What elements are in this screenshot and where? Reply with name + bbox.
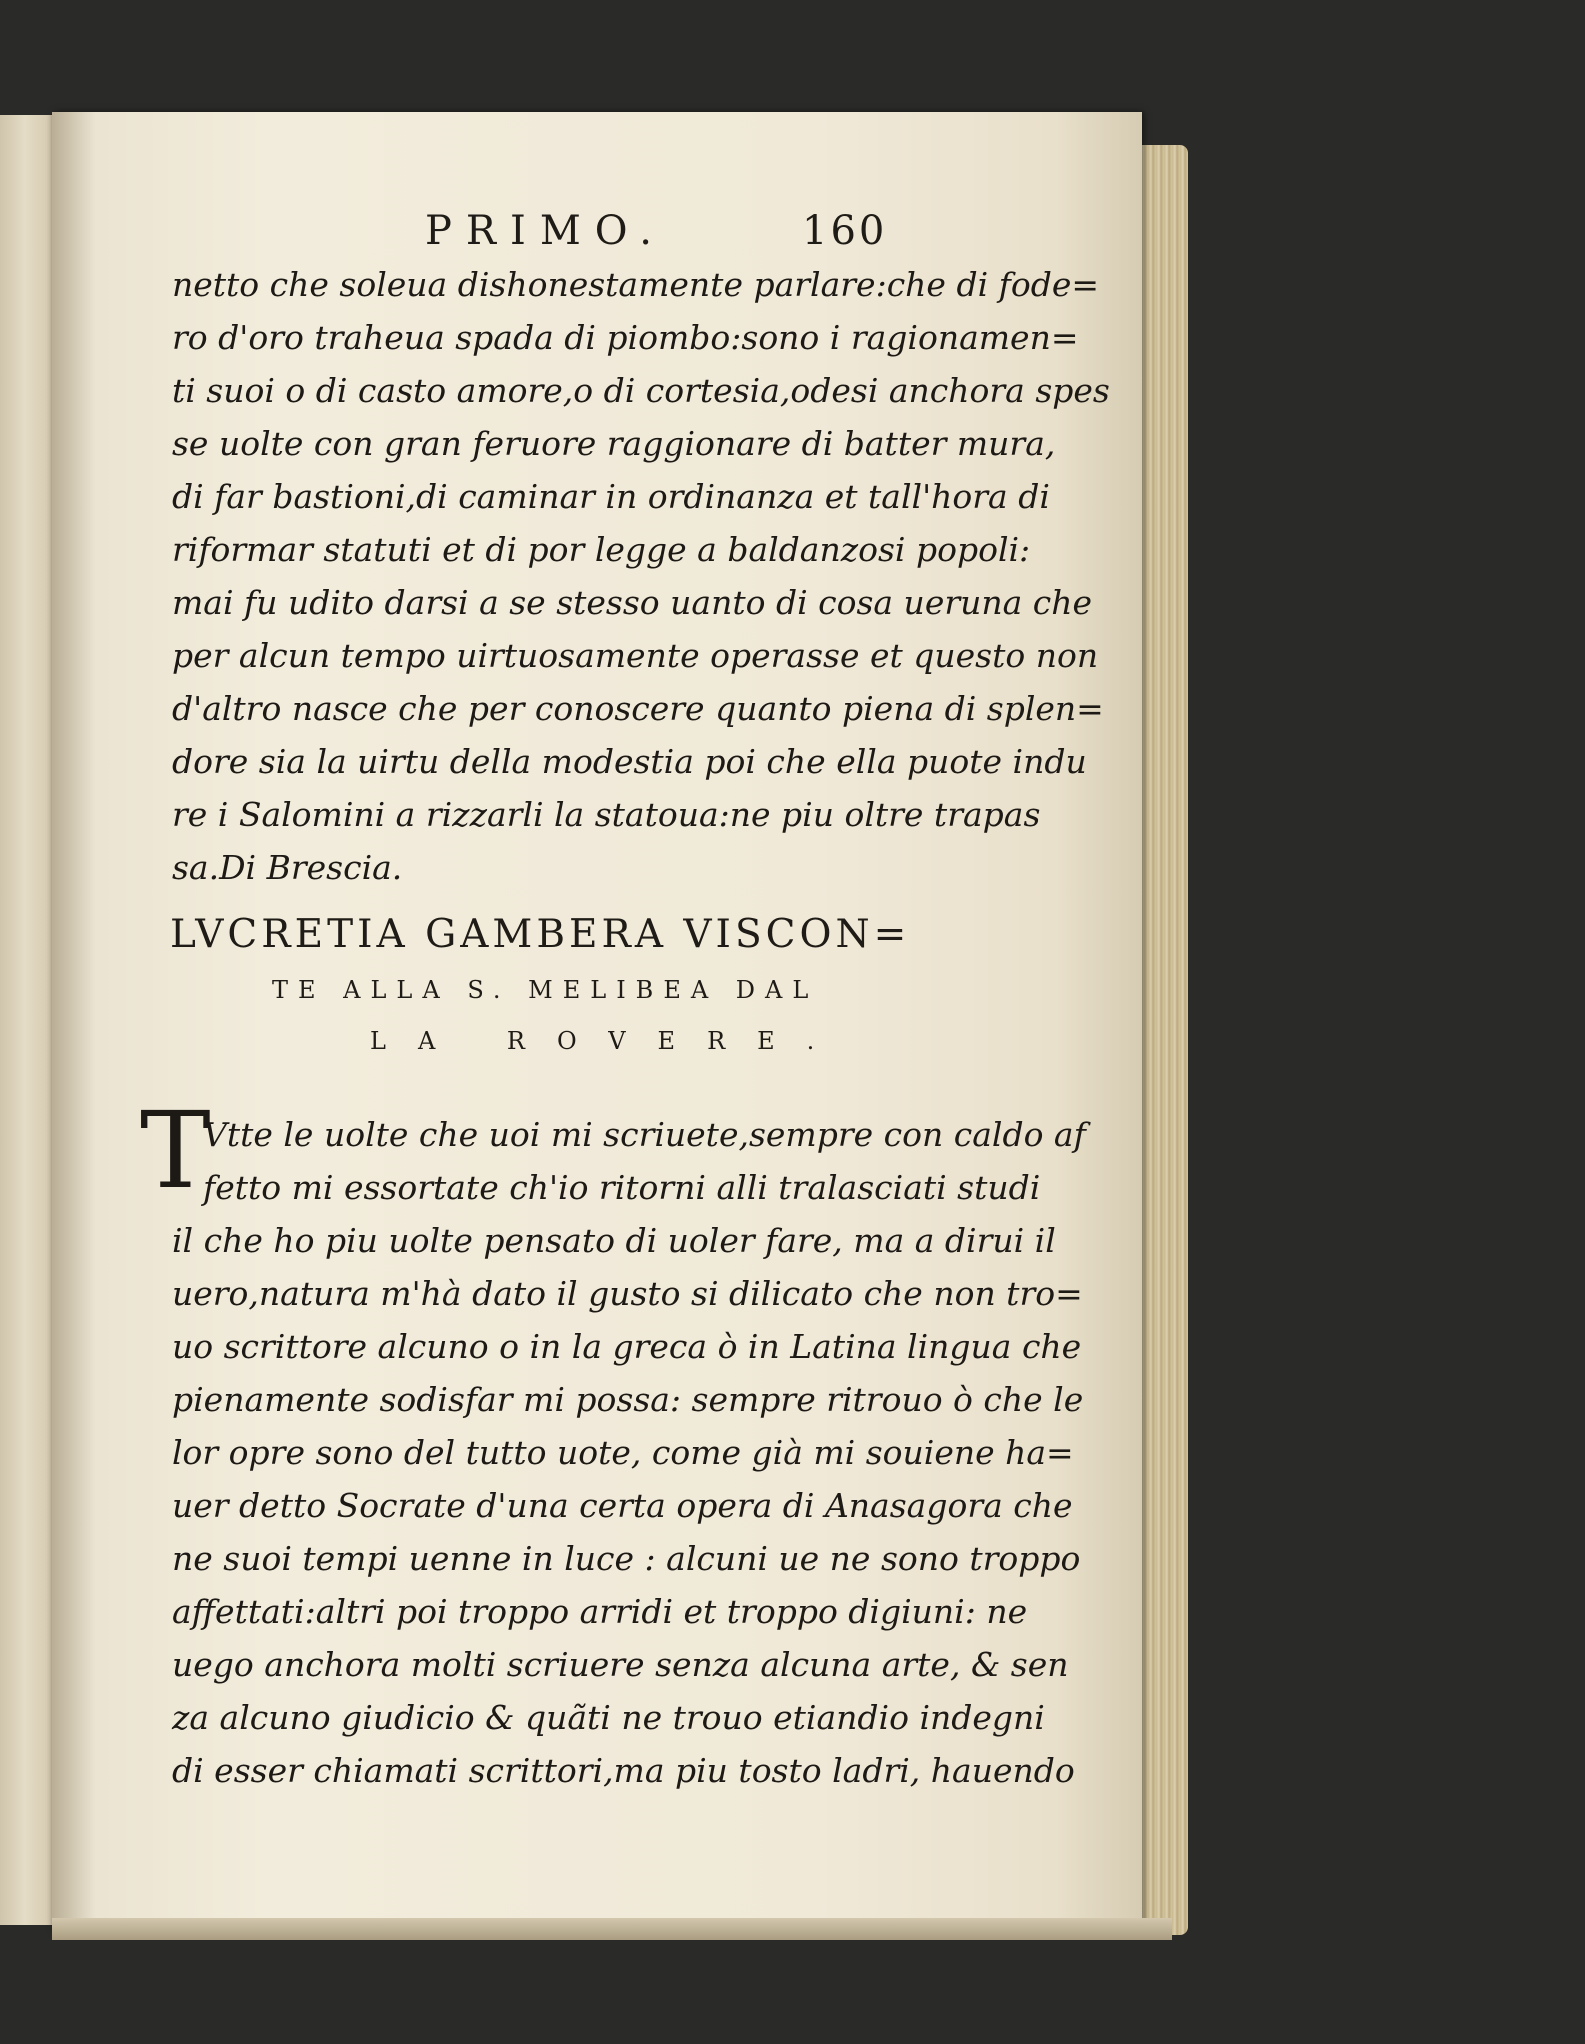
text-line: fetto mi essortate ch'io ritorni alli tralasciati studi <box>203 1168 1041 1207</box>
text-line: Vtte le uolte che uoi mi scriuete,sempre con caldo af <box>203 1115 1086 1154</box>
page-number: 160 <box>802 208 888 254</box>
text-line: se uolte con gran feruore raggionare di batter mura, <box>172 424 1056 463</box>
text-line: d'altro nasce che per conoscere quanto piena di splen= <box>172 689 1104 728</box>
text-line: affettati:altri poi troppo arridi et troppo digiuni: ne <box>172 1592 1028 1631</box>
book-bottom-edge <box>52 1918 1172 1940</box>
text-line: za alcuno giudicio & quãti ne trouo etiandio indegni <box>172 1698 1045 1737</box>
text-line: uer detto Socrate d'una certa opera di Anasagora che <box>172 1486 1073 1525</box>
text-line: mai fu udito darsi a se stesso uanto di cosa ueruna che <box>172 583 1093 622</box>
text-line: re i Salomini a rizzarli la statoua:ne piu oltre trapas <box>172 795 1041 834</box>
letter-heading-line-3: LA ROVERE. <box>370 1027 847 1055</box>
text-line: per alcun tempo uirtuosamente operasse et questo non <box>172 636 1099 675</box>
text-line: sa.Di Brescia. <box>172 848 403 887</box>
text-line: di far bastioni,di caminar in ordinanza et tall'hora di <box>172 477 1050 516</box>
text-line: pienamente sodisfar mi possa: sempre ritrouo ò che le <box>172 1380 1084 1419</box>
text-line: riformar statuti et di por legge a baldanzosi popoli: <box>172 530 1031 569</box>
text-line: dore sia la uirtu della modestia poi che ella puote indu <box>172 742 1087 781</box>
text-line: di esser chiamati scrittori,ma piu tosto ladri, hauendo <box>172 1751 1075 1790</box>
letter-heading-line-1: LVCRETIA GAMBERA VISCON= <box>170 912 911 957</box>
running-head: PRIMO. <box>425 208 666 254</box>
text-line: ne suoi tempi uenne in luce : alcuni ue ne sono troppo <box>172 1539 1081 1578</box>
text-line: lor opre sono del tutto uote, come già mi souiene ha= <box>172 1433 1074 1472</box>
text-line: uego anchora molti scriuere senza alcuna arte, & sen <box>172 1645 1069 1684</box>
text-line: il che ho piu uolte pensato di uoler fare, ma a dirui il <box>172 1221 1056 1260</box>
text-line: uero,natura m'hà dato il gusto si dilicato che non tro= <box>172 1274 1083 1313</box>
book-fore-edge <box>1140 145 1188 1935</box>
text-line: ro d'oro traheua spada di piombo:sono i ragionamen= <box>172 318 1079 357</box>
text-line: netto che soleua dishonestamente parlare:che di fode= <box>172 265 1099 304</box>
text-line: uo scrittore alcuno o in la greca ò in Latina lingua che <box>172 1327 1082 1366</box>
letter-heading-line-2: TE ALLA S. MELIBEA DAL <box>272 976 819 1004</box>
drop-cap: T <box>140 1089 211 1212</box>
text-line: ti suoi o di casto amore,o di cortesia,odesi anchora spes <box>172 371 1110 410</box>
